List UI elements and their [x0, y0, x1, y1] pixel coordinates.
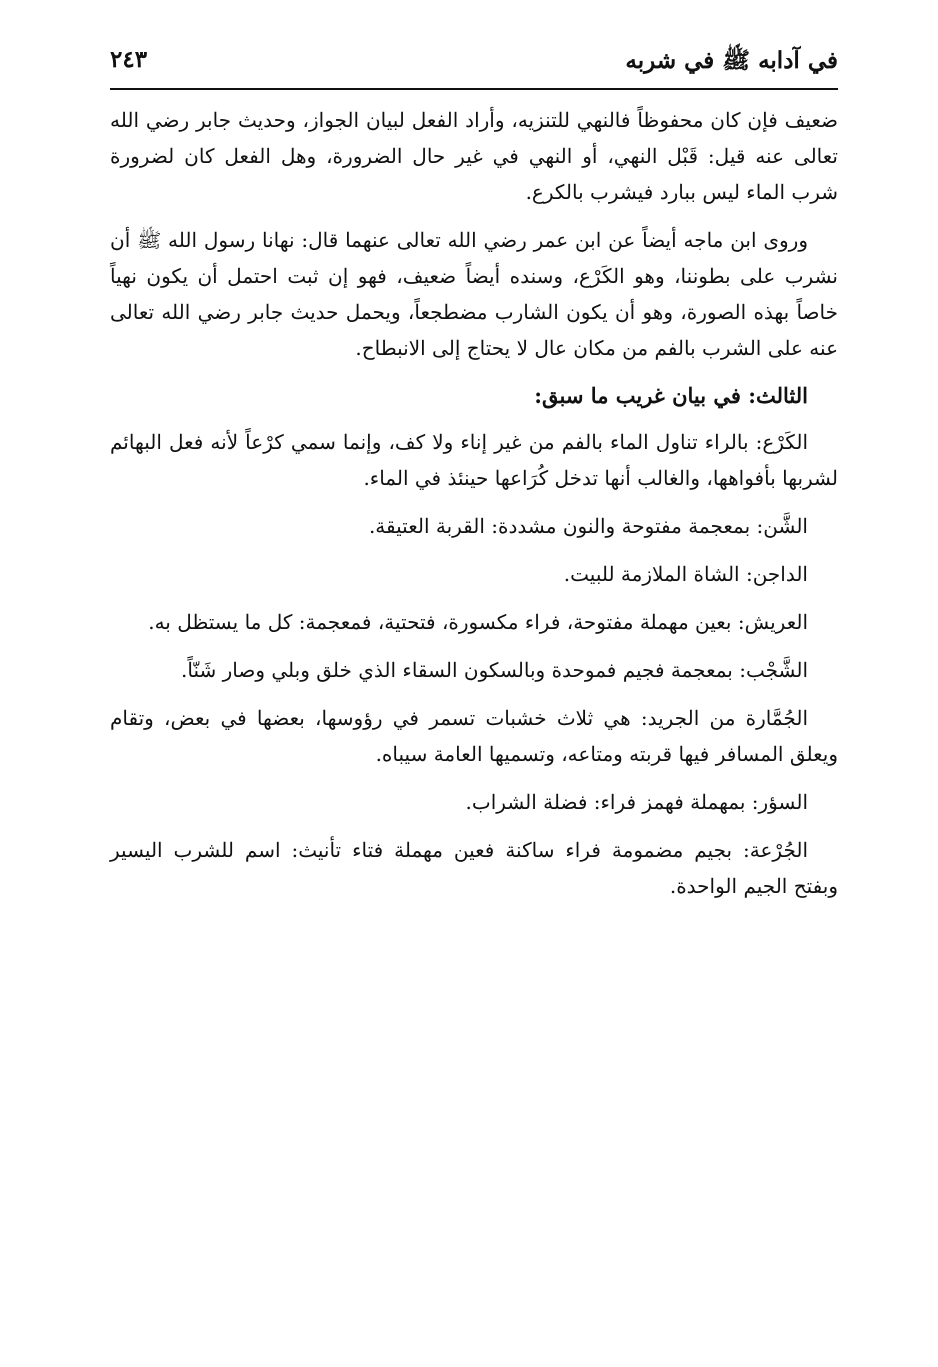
running-title: في آدابه ﷺ في شربه — [625, 47, 838, 74]
body-text — [110, 102, 838, 904]
book-page — [110, 40, 838, 1340]
glossary-entry: الكَرْع: بالراء تناول الماء بالفم من غير إناء ولا كف، وإنما سمي كرْعاً لأنه فعل البهائم لشربها بأفواهها، والغالب أنها تدخل كُرَاعها حينئذ في الماء. — [110, 430, 838, 490]
glossary-entry: الشَّجْب: بمعجمة فجيم فموحدة وبالسكون السقاء الذي خلق وبلي وصار شَنّاً. — [181, 658, 808, 682]
glossary-entry: الداجن: الشاة الملازمة للبيت. — [563, 562, 808, 586]
paragraph: ضعيف فإن كان محفوظاً فالنهي للتنزيه، وأراد الفعل لبيان الجواز، وحديث جابر رضي الله تعالى عنه قيل: قَبْل النهي، أو النهي في غير حال الضرورة، وهل الفعل كان لضرورة شرب الماء ليس ببارد فيشرب بالكرع. — [110, 108, 838, 204]
section-heading: الثالث: في بيان غريب ما سبق: — [534, 383, 808, 408]
glossary-entry: الشَّن: بمعجمة مفتوحة والنون مشددة: القربة العتيقة. — [368, 514, 808, 538]
page-number: ٢٤٣ — [110, 46, 148, 73]
glossary-entry: العريش: بعين مهملة مفتوحة، فراء مكسورة، فتحتية، فمعجمة: كل ما يستظل به. — [148, 610, 808, 634]
glossary-entry: الجُرْعة: بجيم مضمومة فراء ساكنة فعين مهملة فتاء تأنيث: اسم للشرب اليسير وبفتح الجيم الواحدة. — [110, 838, 838, 898]
glossary-entry: السؤر: بمهملة فهمز فراء: فضلة الشراب. — [465, 790, 808, 814]
glossary-entry: الجُمَّارة من الجريد: هي ثلاث خشبات تسمر في رؤوسها، بعضها في بعض، وتقام ويعلق المسافر فيها قربته ومتاعه، وتسميها العامة سيباه. — [110, 706, 838, 766]
paragraph: وروى ابن ماجه أيضاً عن ابن عمر رضي الله تعالى عنهما قال: نهانا رسول الله ﷺ أن نشرب على بطوننا، وهو الكَرْع، وسنده أيضاً ضعيف، فهو إن ثبت احتمل أن يكون نهياً خاصاً بهذه الصورة، وهو أن يكون الشارب مضطجعاً، ويحمل حديث جابر رضي الله تعالى عنه على الشرب بالفم من مكان عال لا يحتاج إلى الانبطاح. — [110, 228, 838, 360]
page-header — [110, 40, 838, 90]
